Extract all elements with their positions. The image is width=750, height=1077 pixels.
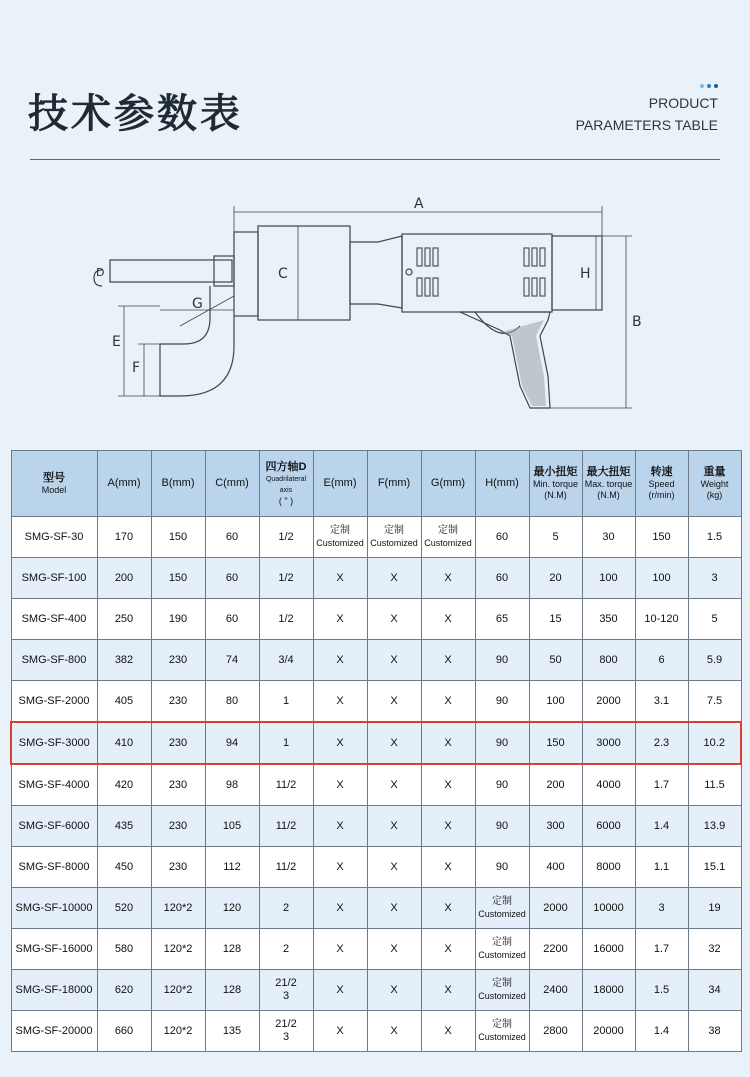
cell-line: 21/2 [275, 977, 297, 989]
table-cell: 128 [205, 970, 259, 1011]
page-subtitle [576, 92, 718, 136]
customized-en: Customized [316, 538, 364, 548]
column-header-unit: (N.M) [597, 490, 620, 500]
column-header [151, 451, 205, 517]
table-cell: 3/4 [259, 640, 313, 681]
table-cell: 450 [97, 847, 151, 888]
decorative-dots [700, 73, 721, 92]
cell-line: 3 [282, 1031, 290, 1043]
model-cell: SMG-SF-100 [11, 558, 97, 599]
table-cell: 80 [205, 681, 259, 723]
table-cell: 230 [151, 764, 205, 806]
table-cell: 620 [97, 970, 151, 1011]
table-cell: X [421, 722, 475, 764]
customized-en: Customized [478, 950, 526, 960]
table-cell: X [421, 970, 475, 1011]
model-cell: SMG-SF-8000 [11, 847, 97, 888]
column-header-en: A(mm) [107, 477, 141, 489]
column-header-en: Max. torque [584, 479, 633, 489]
customized-en: Customized [478, 909, 526, 919]
table-cell: X [313, 681, 367, 723]
table-cell: 3000 [582, 722, 635, 764]
customized-cn: 定制 [492, 978, 512, 989]
table-cell: 32 [688, 929, 741, 970]
table-cell: 34 [688, 970, 741, 1011]
model-cell: SMG-SF-30 [11, 517, 97, 558]
customized-cn: 定制 [492, 896, 512, 907]
table-cell: 1.7 [635, 764, 688, 806]
table-cell: 18000 [582, 970, 635, 1011]
column-header [259, 451, 313, 517]
table-cell: 60 [205, 517, 259, 558]
table-cell: X [421, 929, 475, 970]
table-cell: 19 [688, 888, 741, 929]
table-cell: 230 [151, 640, 205, 681]
table-cell: 94 [205, 722, 259, 764]
table-cell: 250 [97, 599, 151, 640]
table-cell: 150 [635, 517, 688, 558]
table-body [11, 517, 741, 1052]
label-f: F [132, 360, 141, 376]
table-cell [475, 970, 529, 1011]
table-cell: 11/2 [259, 847, 313, 888]
column-header [11, 451, 97, 517]
table-cell: X [367, 599, 421, 640]
table-cell: X [313, 764, 367, 806]
table-cell: 74 [205, 640, 259, 681]
table-row [11, 681, 741, 723]
table-row [11, 517, 741, 558]
table-cell: 5.9 [688, 640, 741, 681]
table-cell: 65 [475, 599, 529, 640]
table-cell [367, 517, 421, 558]
column-header [582, 451, 635, 517]
label-e: E [112, 334, 121, 350]
table-cell: 1.4 [635, 806, 688, 847]
table-cell: 98 [205, 764, 259, 806]
table-cell: 90 [475, 764, 529, 806]
model-cell: SMG-SF-16000 [11, 929, 97, 970]
table-cell: 1 [259, 722, 313, 764]
table-cell: X [367, 558, 421, 599]
column-header-unit: (r/min) [648, 490, 675, 500]
table-cell: 60 [475, 517, 529, 558]
column-header-cn: 重量 [703, 466, 726, 478]
model-cell: SMG-SF-800 [11, 640, 97, 681]
table-cell: 800 [582, 640, 635, 681]
table-cell: 6 [635, 640, 688, 681]
table-row [11, 847, 741, 888]
table-cell: 1.5 [688, 517, 741, 558]
table-cell: 580 [97, 929, 151, 970]
table-row [11, 929, 741, 970]
table-cell: 405 [97, 681, 151, 723]
table-cell: 38 [688, 1011, 741, 1052]
page-title: 技术参数表 [28, 91, 243, 137]
table-cell: 15 [529, 599, 582, 640]
table-cell: 2000 [529, 888, 582, 929]
table-cell: 2.3 [635, 722, 688, 764]
label-d: D [96, 266, 105, 279]
cell-line: 3 [282, 990, 290, 1002]
customized-cn: 定制 [330, 525, 350, 536]
table-cell: 300 [529, 806, 582, 847]
table-cell: 1.7 [635, 929, 688, 970]
table-cell: 2 [259, 929, 313, 970]
table-cell: 20000 [582, 1011, 635, 1052]
column-header-en: Min. torque [532, 479, 579, 489]
column-header-unit: (N.M) [544, 490, 567, 500]
parameters-table [10, 450, 742, 1052]
table-cell: X [421, 681, 475, 723]
table-cell: 200 [529, 764, 582, 806]
table-row [11, 722, 741, 764]
table-cell: X [313, 599, 367, 640]
table-cell: 1/2 [259, 558, 313, 599]
table-cell: X [313, 847, 367, 888]
table-cell: 6000 [582, 806, 635, 847]
table-cell: 520 [97, 888, 151, 929]
table-cell: 11.5 [688, 764, 741, 806]
table-cell: 1/2 [259, 517, 313, 558]
model-cell: SMG-SF-10000 [11, 888, 97, 929]
table-row [11, 558, 741, 599]
table-cell: X [313, 929, 367, 970]
table-cell: X [367, 888, 421, 929]
table-cell: 10-120 [635, 599, 688, 640]
label-h: H [580, 266, 591, 282]
table-cell: X [313, 722, 367, 764]
table-cell [259, 970, 313, 1011]
table-cell: 120*2 [151, 1011, 205, 1052]
table-cell: 420 [97, 764, 151, 806]
customized-cn: 定制 [492, 937, 512, 948]
table-cell: 1.5 [635, 970, 688, 1011]
table-row [11, 888, 741, 929]
table-cell: 60 [475, 558, 529, 599]
model-cell: SMG-SF-400 [11, 599, 97, 640]
head-body [258, 226, 350, 320]
table-cell: 5 [529, 517, 582, 558]
subtitle-line-2: PARAMETERS TABLE [575, 117, 718, 133]
table-cell: 120*2 [151, 888, 205, 929]
model-cell: SMG-SF-4000 [11, 764, 97, 806]
table-cell: X [367, 929, 421, 970]
motor-cap [552, 236, 602, 310]
table-cell [475, 929, 529, 970]
column-header [529, 451, 582, 517]
table-cell: 1/2 [259, 599, 313, 640]
table-cell: 350 [582, 599, 635, 640]
gearbox [350, 236, 402, 308]
dot-2 [707, 84, 711, 88]
table-cell: X [313, 970, 367, 1011]
model-cell: SMG-SF-20000 [11, 1011, 97, 1052]
table-cell: X [421, 599, 475, 640]
table-cell: 50 [529, 640, 582, 681]
table-cell: X [421, 888, 475, 929]
table-cell: X [367, 806, 421, 847]
table-cell: 30 [582, 517, 635, 558]
table-cell: X [421, 764, 475, 806]
table-cell: X [421, 806, 475, 847]
table-cell: X [421, 1011, 475, 1052]
table-cell: 112 [205, 847, 259, 888]
table-cell: 410 [97, 722, 151, 764]
table-cell: 16000 [582, 929, 635, 970]
table-cell: 190 [151, 599, 205, 640]
table-cell: X [367, 764, 421, 806]
table-cell: 170 [97, 517, 151, 558]
table-cell: X [313, 888, 367, 929]
table-cell: 400 [529, 847, 582, 888]
customized-en: Customized [424, 538, 472, 548]
column-header-en: E(mm) [323, 477, 357, 489]
table-cell: 128 [205, 929, 259, 970]
table-row [11, 1011, 741, 1052]
column-header [688, 451, 741, 517]
table-cell [313, 517, 367, 558]
table-cell: 1.4 [635, 1011, 688, 1052]
table-header-row [11, 451, 741, 517]
column-header-en: Quadrilateral axis [265, 475, 307, 494]
table-cell: 13.9 [688, 806, 741, 847]
column-header [205, 451, 259, 517]
table-cell: 3.1 [635, 681, 688, 723]
label-a: A [414, 196, 424, 212]
table-cell: 2200 [529, 929, 582, 970]
column-header-en: B(mm) [161, 477, 195, 489]
column-header-cn: 最大扭矩 [586, 466, 631, 478]
table-cell: 90 [475, 640, 529, 681]
table-cell: 11/2 [259, 764, 313, 806]
motor-body [402, 234, 552, 312]
table-cell: 90 [475, 681, 529, 723]
table-cell: 150 [151, 517, 205, 558]
customized-cn: 定制 [492, 1019, 512, 1030]
table-cell: 230 [151, 722, 205, 764]
table-cell: 382 [97, 640, 151, 681]
table-cell: 60 [205, 599, 259, 640]
label-c: C [278, 266, 288, 282]
table-cell [475, 1011, 529, 1052]
table-row [11, 970, 741, 1011]
table-cell: X [367, 970, 421, 1011]
table-row [11, 640, 741, 681]
table-cell: X [367, 722, 421, 764]
table-cell: 120*2 [151, 929, 205, 970]
table-cell: 10000 [582, 888, 635, 929]
column-header [635, 451, 688, 517]
table-row [11, 599, 741, 640]
table-cell: X [313, 1011, 367, 1052]
tool-dimension-drawing [80, 186, 660, 426]
table-cell: X [367, 681, 421, 723]
table-cell [475, 888, 529, 929]
table-cell [259, 1011, 313, 1052]
column-header-cn: 型号 [43, 471, 65, 484]
table-cell: X [313, 640, 367, 681]
header-divider [30, 159, 720, 160]
model-cell: SMG-SF-6000 [11, 806, 97, 847]
table-cell: 1.1 [635, 847, 688, 888]
table-cell: X [367, 640, 421, 681]
table-cell: 230 [151, 681, 205, 723]
table-cell: 135 [205, 1011, 259, 1052]
column-header-cn: 最小扭矩 [533, 466, 578, 478]
head-plate [234, 232, 258, 316]
table-cell: 2000 [582, 681, 635, 723]
table-cell: 120 [205, 888, 259, 929]
table-cell: X [367, 1011, 421, 1052]
model-cell: SMG-SF-18000 [11, 970, 97, 1011]
label-g: G [192, 296, 203, 312]
column-header-unit: ( " ) [278, 495, 294, 506]
table-row [11, 806, 741, 847]
table-cell: 8000 [582, 847, 635, 888]
column-header-cn: 四方轴D [265, 460, 307, 473]
table-cell: 100 [582, 558, 635, 599]
column-header [313, 451, 367, 517]
column-header [367, 451, 421, 517]
table-cell: 435 [97, 806, 151, 847]
table-cell: 90 [475, 722, 529, 764]
column-header-unit: (kg) [706, 490, 723, 500]
table-cell: 100 [529, 681, 582, 723]
model-cell: SMG-SF-3000 [11, 722, 97, 764]
table-cell: 10.2 [688, 722, 741, 764]
column-header-en: F(mm) [377, 477, 411, 489]
column-header [421, 451, 475, 517]
customized-cn: 定制 [438, 525, 458, 536]
table-cell: 230 [151, 806, 205, 847]
table-cell: 15.1 [688, 847, 741, 888]
customized-en: Customized [478, 991, 526, 1001]
column-header [475, 451, 529, 517]
table-cell: X [421, 558, 475, 599]
table-cell: X [421, 640, 475, 681]
table-cell: 3 [688, 558, 741, 599]
table-cell: 90 [475, 806, 529, 847]
table-cell: 1 [259, 681, 313, 723]
table-row [11, 764, 741, 806]
column-header-en: Speed [648, 479, 675, 489]
table-cell: X [421, 847, 475, 888]
table-cell: 2 [259, 888, 313, 929]
label-b: B [632, 314, 642, 330]
table-cell: 2400 [529, 970, 582, 1011]
customized-cn: 定制 [384, 525, 404, 536]
table-cell: 660 [97, 1011, 151, 1052]
cell-line: 21/2 [275, 1018, 297, 1030]
screw [406, 269, 412, 275]
table-cell: 200 [97, 558, 151, 599]
table-cell: 150 [529, 722, 582, 764]
column-header-en: Weight [700, 479, 729, 489]
table-cell: 4000 [582, 764, 635, 806]
customized-en: Customized [370, 538, 418, 548]
table-cell: 120*2 [151, 970, 205, 1011]
table-cell: 105 [205, 806, 259, 847]
table-cell: X [313, 806, 367, 847]
subtitle-line-1: PRODUCT [648, 95, 718, 111]
column-header-en: H(mm) [485, 477, 519, 489]
table-cell: 60 [205, 558, 259, 599]
table-cell: 3 [635, 888, 688, 929]
table-cell: 5 [688, 599, 741, 640]
table-cell: 11/2 [259, 806, 313, 847]
table-cell: X [367, 847, 421, 888]
dot-3 [714, 84, 718, 88]
customized-en: Customized [478, 1032, 526, 1042]
table-cell: 20 [529, 558, 582, 599]
parameters-table-container [10, 450, 740, 1052]
column-header-en: G(mm) [430, 477, 466, 489]
dot-1 [700, 84, 704, 88]
column-header-en: C(mm) [215, 477, 249, 489]
table-cell: 90 [475, 847, 529, 888]
column-header-en: Model [41, 484, 67, 495]
table-cell: 100 [635, 558, 688, 599]
column-header-cn: 转速 [650, 466, 673, 478]
table-cell: 2800 [529, 1011, 582, 1052]
table-cell [421, 517, 475, 558]
table-cell: 150 [151, 558, 205, 599]
table-cell: 7.5 [688, 681, 741, 723]
model-cell: SMG-SF-2000 [11, 681, 97, 723]
column-header [97, 451, 151, 517]
table-cell: 230 [151, 847, 205, 888]
table-cell: X [313, 558, 367, 599]
